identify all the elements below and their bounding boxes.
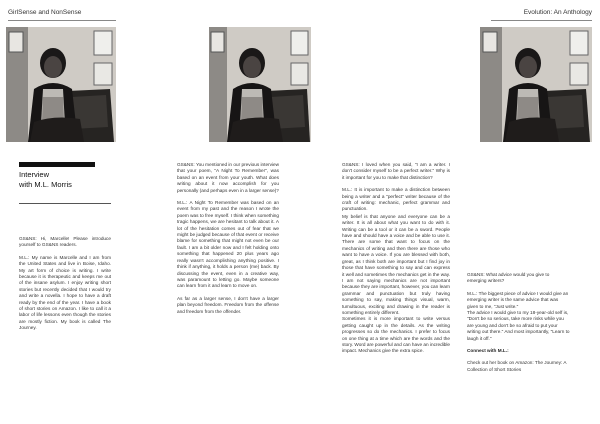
portrait-photo-icon: [6, 27, 116, 142]
article-title: Interview: [19, 170, 50, 179]
paragraph: M.L.: The biggest piece of advice I would give an emerging writer is the same advice that was given to me, "Just write.": [467, 290, 569, 309]
connect-heading: Connect with M.L.:: [467, 348, 509, 354]
paragraph: The advice I would give to my 18-year-old self is, "Don't be so serious, take more risks while you are young and don't be so afraid to put your writing out there." And most importantly, "Learn to laugh it off.": [467, 310, 570, 341]
column-3: [342, 162, 450, 361]
paragraph: Sometimes it is more important to write versus getting caught up in the details. As the writing progresses so do the mechanics. I prefer to focus on one thing at a time which are the words and the story. Word are powerful and can have an incredible impact. Mechanics give the extra spice.: [342, 316, 450, 354]
author-photo-2: [209, 27, 311, 142]
title-bar: [19, 162, 95, 167]
column-1: [19, 236, 111, 338]
paragraph: M.L.: It is important to make a distinction between being a writer and a "perfect" writer because of the craft of writing: mechanic, perfect grammar and punctuation.: [342, 187, 450, 212]
header-rule-left: [8, 20, 116, 21]
article-byline: with M.L. Morris: [19, 180, 72, 189]
connect-text: Check out her book on Amazon: The Journey: A Collection of Short Stories: [467, 360, 567, 372]
paragraph: GS&NS: You mentioned in our previous interview that your poem, "A Night To Remember", was based on an event from your youth. What does writing about it now accomplish for you personally (and perhaps even in a larger sense)?: [177, 162, 279, 193]
portrait-photo-icon: [480, 27, 592, 142]
running-header-right: Evolution: An Anthology: [523, 9, 592, 16]
portrait-photo-icon: [209, 27, 311, 142]
author-photo-1: [6, 27, 116, 142]
column-4: [467, 272, 570, 379]
paragraph: My belief is that anyone and everyone can be a writer. It is all about what you want to do with it. Writing can be a tool or it can be a sword. People have and should have a voice and be able to use it. There are some that want to focus on the mechanics of writing and then there are those who want to have a voice. If you are blessed with both, great, as I think both are important but I find joy in those that have something to say and can express it well and sometimes the mechanics get in the way. I am not saying mechanics are not important because they are important, however, you can learn grammar and punctuation but truly having something to say, making things visual, warm, tumultuous, exciting and drawing in the reader is something entirely different.: [342, 213, 450, 315]
header-rule-right: [491, 20, 592, 21]
paragraph: M.L.: A Night To Remember was based on an event from my past and the reason I wrote the poem was to free myself. I think when something tragic happens, we are hesitant to talk about it. A lot of the hesitation comes out of fear that we might be judged because of that event or receive blame for something that might not even be our fault. I am a bit older now and I felt holding onto something that happened 20 plus years ago really wasn't accomplishing anything positive. I think if anything, it holds a person (me) back. By discussing the event, even in a creative way, was paramount to letting go. Maybe someone can learn from it and learn to move on.: [177, 200, 279, 289]
paragraph: GS&NS: What advice would you give to emerging writers?: [467, 272, 550, 284]
paragraph: As far as a larger sense, I don't have a larger plan beyond freedom. Freedom from the offense and freedom from the offender.: [177, 295, 279, 314]
running-header-left: GirlSense and NonSense: [8, 9, 82, 16]
column-2: [177, 162, 279, 321]
author-photo-3: [480, 27, 592, 142]
title-underline: [19, 203, 111, 204]
paragraph: GS&NS: Hi, Marcelle! Please introduce yourself to GS&NS readers.: [19, 236, 111, 248]
paragraph: M.L.: My name is Marcelle and I am from the United States and live in Boise, Idaho. My art form of choice is writing. I write because it is therapeutic and keeps me out of the insane asylum. I enjoy writing short stories but recently decided that I would try and write a novella. I hope to have a draft ready by the end of the year. I have a book of short stories on Amazon. I like to call it a labor of life lessons even though the stories are mostly fiction. My book is called The Journey.: [19, 254, 111, 331]
paragraph: GS&NS: I loved when you said, "I am a writer. I don't consider myself to be a perfect writer." Why is it important for you to make that distinction?: [342, 162, 450, 180]
